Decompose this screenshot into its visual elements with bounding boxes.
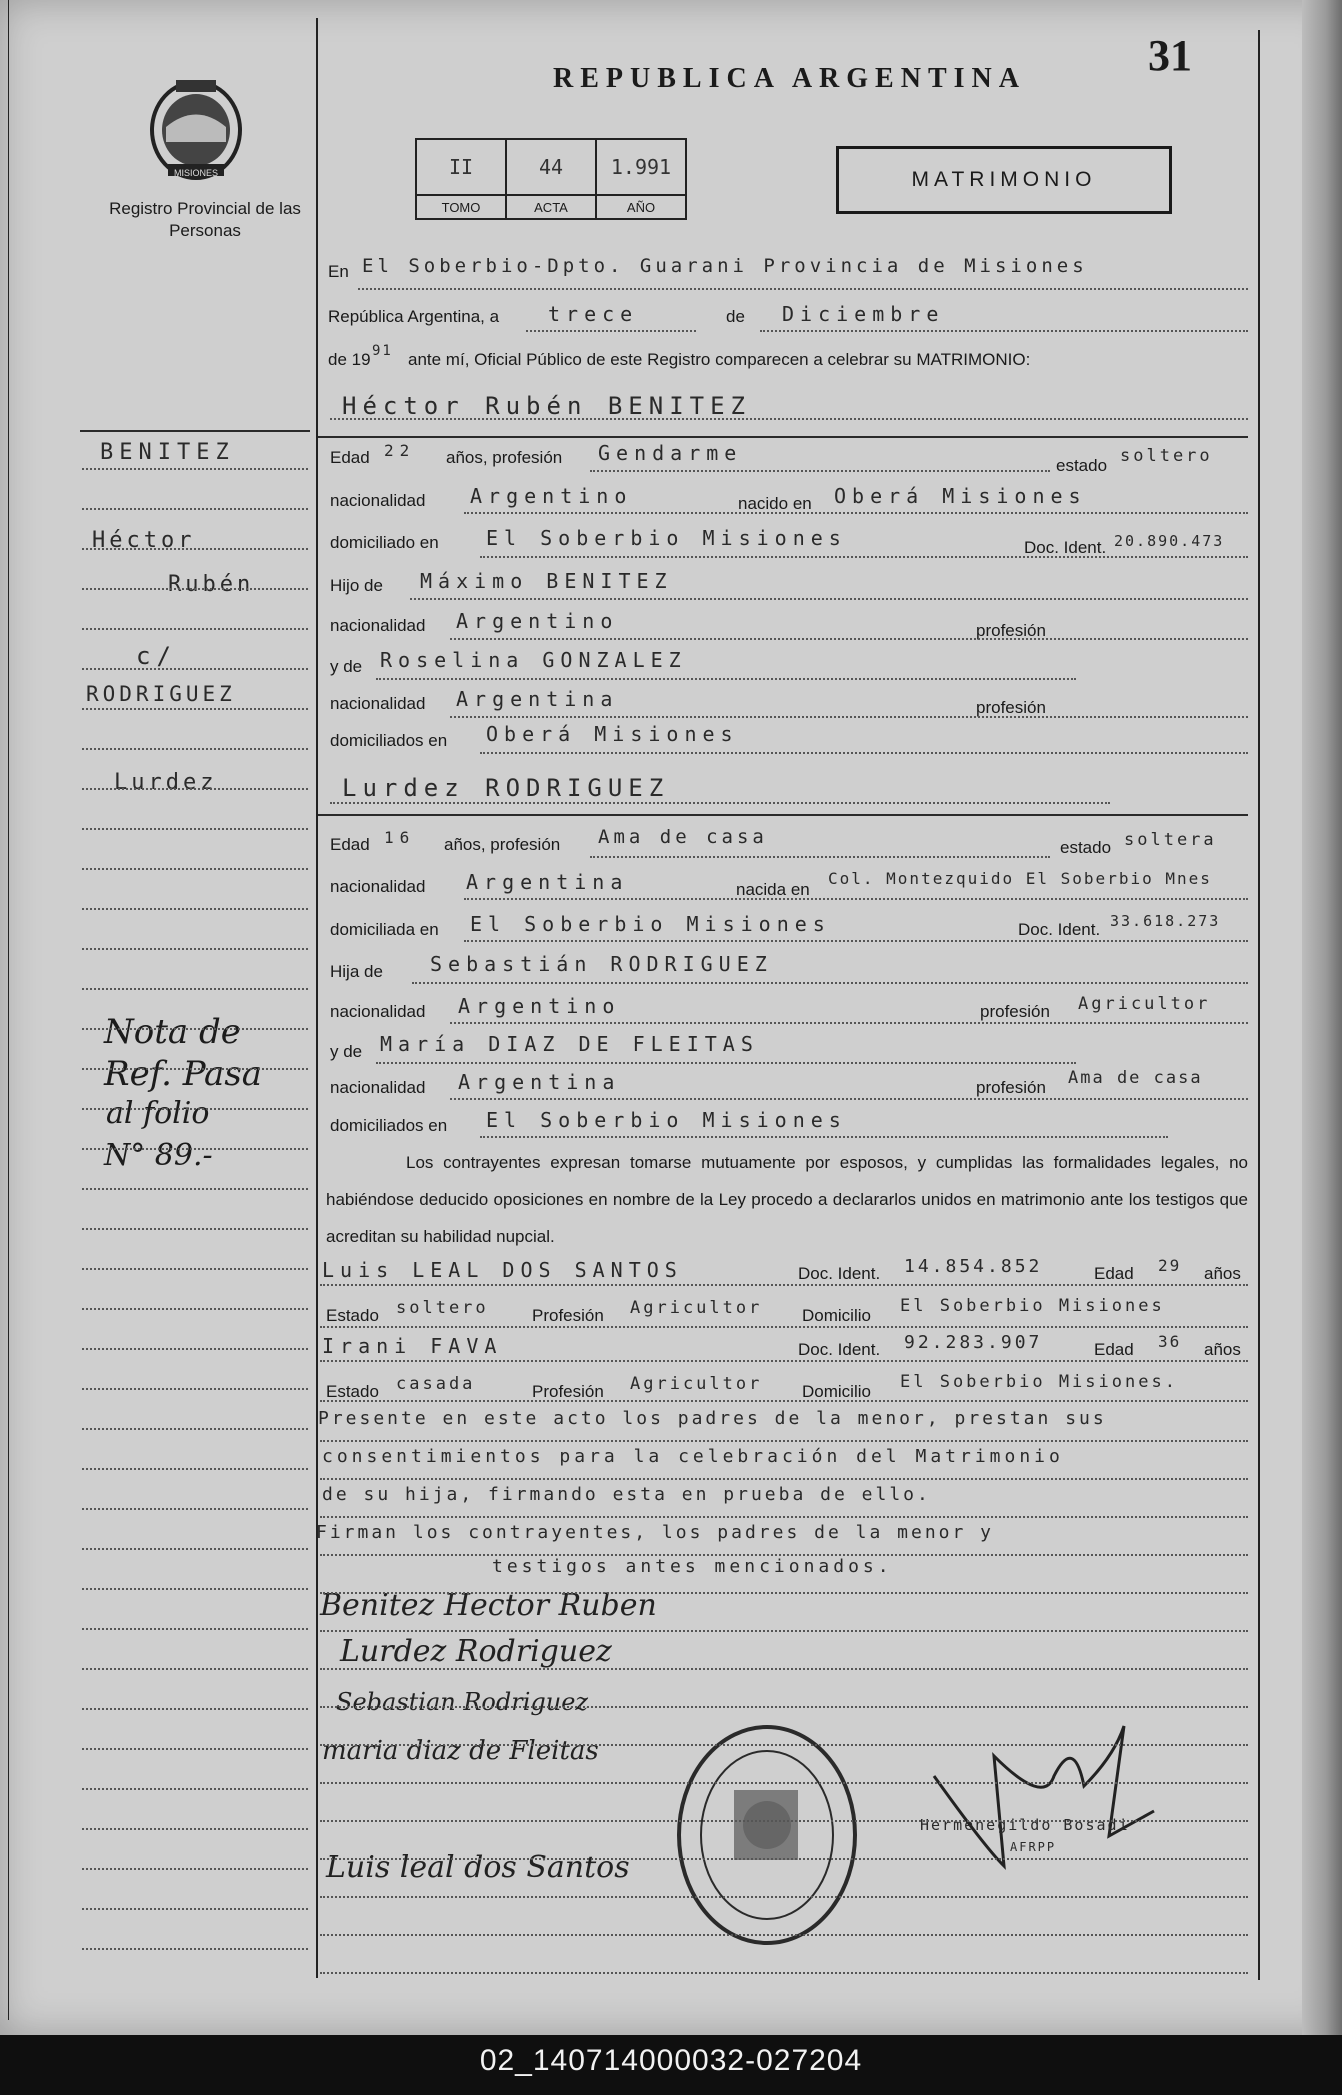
folio-number: 31 <box>1148 31 1192 80</box>
margin-note-3: al folio <box>106 1096 210 1131</box>
margin-dotline <box>82 1428 308 1430</box>
margin-dotline <box>82 828 308 830</box>
margin-first-name: Héctor <box>92 528 196 553</box>
doc-ident-label: Doc. Ident. <box>1024 538 1107 557</box>
domiciliado-en-label: domiciliado en <box>330 533 439 552</box>
bride-padres-dom: El Soberbio Misiones <box>486 1108 847 1132</box>
witness1-edad: 29 <box>1158 1256 1182 1275</box>
anios-profesion-label-b: años, profesión <box>444 835 561 854</box>
witness2-doc-label: Doc. Ident. <box>798 1340 881 1359</box>
signature-groom: Benitez Hector Ruben <box>320 1588 657 1623</box>
republica-label: República Argentina, a <box>328 307 500 326</box>
nacido-en-label: nacido en <box>738 494 812 513</box>
margin-dotline <box>82 1068 308 1070</box>
dotline <box>320 1360 1248 1362</box>
bride-full-name: Lurdez RODRIGUEZ <box>342 774 670 802</box>
margin-dotline <box>82 548 308 550</box>
margin-dotline <box>82 1588 308 1590</box>
witness1-estado: soltero <box>396 1298 489 1318</box>
de-label: de <box>726 307 745 326</box>
margin-dotline <box>82 1388 308 1390</box>
edad-label-b: Edad <box>330 835 370 854</box>
acta-value: 44 <box>506 139 596 195</box>
bride-nacida-en: Col. Montezquido El Soberbio Mnes <box>828 869 1212 888</box>
witness1-profesion-label: Profesión <box>532 1306 604 1325</box>
tomo-label: TOMO <box>416 195 506 219</box>
groom-madre: Roselina GONZALEZ <box>380 648 687 672</box>
note-line-4: Firman los contrayentes, los padres de la menor y <box>316 1522 995 1543</box>
year-suffix: 91 <box>372 343 393 359</box>
witness1-profesion: Agricultor <box>630 1298 763 1318</box>
groom-madre-nac: Argentina <box>456 687 619 711</box>
body-dotline <box>320 1820 1248 1822</box>
groom-padres-dom: Oberá Misiones <box>486 722 739 746</box>
de19-label: de 19 <box>328 350 371 369</box>
body-dotline <box>320 1630 1248 1632</box>
dotline <box>760 330 1248 332</box>
dotline <box>480 752 1248 754</box>
note-line-3: de su hija, firmando esta en prueba de ello. <box>322 1484 931 1505</box>
dotline <box>480 556 1248 558</box>
declaration-text: Los contrayentes expresan tomarse mutuamente por esposos, y cumplidas las formalidades legales, no habiéndose deducido oposiciones en nombre de la Ley procedo a declararlos unidos en matrimonio ante los testigos que acreditan su habilidad nupcial. <box>326 1153 1248 1246</box>
body-dotline <box>320 1592 1248 1594</box>
seal-text: MISIONES <box>173 168 218 178</box>
signature-witness: Luis leal dos Santos <box>326 1850 630 1885</box>
rule <box>318 436 1248 438</box>
tomo-acta-table <box>415 138 687 220</box>
body-dotline <box>320 1478 1248 1480</box>
anios-profesion-label: años, profesión <box>446 448 563 467</box>
witness2-anios-label: años <box>1204 1340 1241 1359</box>
bride-doc: 33.618.273 <box>1110 912 1221 930</box>
bride-padre-nac: Argentino <box>458 994 621 1018</box>
matrimonio-box: MATRIMONIO <box>836 146 1172 214</box>
groom-full-name: Héctor Rubén BENITEZ <box>342 392 751 420</box>
margin-dotline <box>82 1548 308 1550</box>
profesion-label-b: profesión <box>980 1002 1050 1021</box>
witness2-profesion-label: Profesión <box>532 1382 604 1401</box>
note-line-5: testigos antes mencionados. <box>492 1556 893 1577</box>
right-rule <box>1258 30 1260 1980</box>
witness2-estado: casada <box>396 1374 476 1394</box>
note-line-2: consentimientos para la celebración del Matrimonio <box>322 1446 1064 1467</box>
profesion-label-2: profesión <box>976 698 1046 717</box>
margin-dotline <box>82 948 308 950</box>
body-dotline <box>320 1706 1248 1708</box>
margin-dotline <box>82 1228 308 1230</box>
margin-dotline <box>82 1148 308 1150</box>
witness1-edad-label: Edad <box>1094 1264 1134 1283</box>
dotline <box>526 330 696 332</box>
groom-padre: Máximo BENITEZ <box>420 569 673 593</box>
margin-con: c/ <box>136 642 177 670</box>
bride-nacionalidad: Argentina <box>466 870 629 894</box>
registry-name: Registro Provincial de las Personas <box>109 199 301 240</box>
witness1-anios-label: años <box>1204 1264 1241 1283</box>
nacionalidad-label-b3: nacionalidad <box>330 1078 426 1097</box>
margin-dotline <box>82 468 308 470</box>
witness2-estado-label: Estado <box>326 1382 379 1401</box>
groom-profesion: Gendarme <box>598 441 743 465</box>
witness1-estado-label: Estado <box>326 1306 379 1325</box>
dotline <box>410 598 1248 600</box>
witness1-doc-label: Doc. Ident. <box>798 1264 881 1283</box>
groom-domicilio: El Soberbio Misiones <box>486 526 847 550</box>
rule <box>80 430 310 432</box>
witness1-domicilio: El Soberbio Misiones <box>900 1296 1165 1316</box>
domiciliada-en-label: domiciliada en <box>330 920 439 939</box>
margin-note-1: Nota de <box>104 1012 241 1052</box>
dotline <box>590 856 1050 858</box>
witness1-name: Luis LEAL DOS SANTOS <box>322 1258 683 1282</box>
witness1-domicilio-label: Domicilio <box>802 1306 871 1325</box>
nacionalidad-label: nacionalidad <box>330 491 426 510</box>
note-line-1: Presente en este acto los padres de la menor, prestan sus <box>318 1408 1107 1429</box>
profesion-label-b2: profesión <box>976 1078 1046 1097</box>
dotline <box>330 418 1248 420</box>
margin-note-2: Ref. Pasa <box>104 1054 263 1094</box>
month-value: Diciembre <box>782 302 945 326</box>
dotline <box>376 678 1076 680</box>
margin-dotline <box>82 788 308 790</box>
dotline <box>590 470 1050 472</box>
nacionalidad-label-2: nacionalidad <box>330 616 426 635</box>
anio-label: AÑO <box>596 195 686 219</box>
bride-madre: María DIAZ DE FLEITAS <box>380 1032 759 1056</box>
margin-dotline <box>82 1628 308 1630</box>
body-dotline <box>320 1744 1248 1746</box>
bride-madre-prof: Ama de casa <box>1068 1068 1203 1088</box>
margin-bride-first: Lurdez <box>114 770 218 795</box>
rule <box>318 814 1248 816</box>
margin-dotline <box>82 628 308 630</box>
anio-value: 1.991 <box>596 139 686 195</box>
margin-bride-surname: RODRIGUEZ <box>86 682 236 706</box>
hija-de-label: Hija de <box>330 962 383 981</box>
groom-nacido-en: Oberá Misiones <box>834 484 1087 508</box>
bride-estado: soltera <box>1124 830 1217 850</box>
body-dotline <box>320 1896 1248 1898</box>
body-dotline <box>320 1516 1248 1518</box>
margin-dotline <box>82 588 308 590</box>
margin-dotline <box>82 988 308 990</box>
dotline <box>330 802 1110 804</box>
witness2-profesion: Agricultor <box>630 1374 763 1394</box>
dotline <box>320 1284 1248 1286</box>
witness2-domicilio-label: Domicilio <box>802 1382 871 1401</box>
dotline <box>358 288 1248 290</box>
groom-nacionalidad: Argentino <box>470 484 633 508</box>
ante-label: ante mí, Oficial Público de este Registro comparecen a celebrar su MATRIMONIO: <box>408 350 1031 369</box>
nacionalidad-label-b: nacionalidad <box>330 877 426 896</box>
margin-dotline <box>82 1908 308 1910</box>
dotline <box>320 1326 1248 1328</box>
far-left-rule <box>8 0 9 2020</box>
margin-second-name: Rubén <box>168 572 255 597</box>
dotline <box>450 1098 1248 1100</box>
provincial-seal <box>146 72 246 182</box>
margin-dotline <box>82 868 308 870</box>
body-dotline <box>320 1440 1248 1442</box>
groom-padre-nac: Argentino <box>456 609 619 633</box>
official-title: AFRPP <box>1010 1840 1057 1854</box>
country-title: REPUBLICA ARGENTINA <box>553 63 1026 94</box>
margin-dotline <box>82 1308 308 1310</box>
bride-padre: Sebastián RODRIGUEZ <box>430 952 773 976</box>
y-de-label: y de <box>330 657 363 676</box>
binding-edge <box>1302 0 1342 2035</box>
groom-doc: 20.890.473 <box>1114 532 1225 550</box>
margin-dotline <box>82 908 308 910</box>
margin-dotline <box>82 1188 308 1190</box>
nacida-en-label: nacida en <box>736 880 810 899</box>
dotline <box>464 512 1248 514</box>
margin-dotline <box>82 1508 308 1510</box>
witness2-domicilio: El Soberbio Misiones. <box>900 1372 1178 1392</box>
dotline <box>320 1400 1248 1402</box>
margin-surname: BENITEZ <box>100 440 235 465</box>
margin-note-4: N° 89.- <box>104 1138 213 1173</box>
edad-label: Edad <box>330 448 370 467</box>
margin-dotline <box>82 1468 308 1470</box>
dotline <box>464 898 1248 900</box>
margin-dotline <box>82 1108 308 1110</box>
body-dotline <box>320 1934 1248 1936</box>
dotline <box>450 638 1248 640</box>
dotline <box>450 1022 1248 1024</box>
bride-profesion: Ama de casa <box>598 826 768 848</box>
margin-dotline <box>82 1028 308 1030</box>
signature-bride-mother: maria diaz de Fleitas <box>322 1736 599 1766</box>
tomo-value: II <box>416 139 506 195</box>
margin-dotline <box>82 1828 308 1830</box>
margin-dotline <box>82 1788 308 1790</box>
en-label: En <box>328 262 349 281</box>
dotline <box>450 716 1248 718</box>
witness2-doc: 92.283.907 <box>904 1332 1043 1353</box>
hijo-de-label: Hijo de <box>330 576 383 595</box>
acta-label: ACTA <box>506 195 596 219</box>
margin-dotline <box>82 748 308 750</box>
nacionalidad-label-3: nacionalidad <box>330 694 426 713</box>
groom-edad: 22 <box>384 441 416 460</box>
bride-madre-nac: Argentina <box>458 1070 621 1094</box>
doc-ident-label-b: Doc. Ident. <box>1018 920 1101 939</box>
body-dotline <box>320 1554 1248 1556</box>
signature-bride-father: Sebastian Rodriguez <box>336 1688 589 1716</box>
registry-stamp <box>672 1720 862 1950</box>
margin-dotline <box>82 1268 308 1270</box>
y-de-label-b: y de <box>330 1042 363 1061</box>
witness2-edad-label: Edad <box>1094 1340 1134 1359</box>
body-dotline <box>320 1782 1248 1784</box>
domiciliados-en-label: domiciliados en <box>330 731 448 750</box>
bride-domicilio: El Soberbio Misiones <box>470 912 831 936</box>
margin-dotline <box>82 1748 308 1750</box>
body-dotline <box>320 1668 1248 1670</box>
official-name: Hermenegildo Bosadi <box>920 1816 1130 1834</box>
witness2-name: Irani FAVA <box>322 1334 503 1358</box>
day-value: trece <box>548 302 639 326</box>
margin-dotline <box>82 1348 308 1350</box>
margin-dotline <box>82 1668 308 1670</box>
dotline <box>412 982 1248 984</box>
dotline <box>480 1136 1168 1138</box>
witness1-doc: 14.854.852 <box>904 1256 1043 1277</box>
margin-dotline <box>82 508 308 510</box>
bride-padre-prof: Agricultor <box>1078 994 1211 1014</box>
margin-dotline <box>82 1948 308 1950</box>
margin-dotline <box>82 1708 308 1710</box>
signature-bride: Lurdez Rodriguez <box>340 1634 612 1669</box>
groom-estado: soltero <box>1120 446 1213 466</box>
dotline <box>464 940 1248 942</box>
body-dotline <box>320 1972 1248 1974</box>
domiciliados-en-label-b: domiciliados en <box>330 1116 448 1135</box>
margin-dotline <box>82 1868 308 1870</box>
estado-label: estado <box>1056 456 1108 475</box>
margin-dotline <box>82 708 308 710</box>
footer-code: 02_140714000032-027204 <box>479 2044 863 2077</box>
dotline <box>376 1062 1076 1064</box>
margin-dotline <box>82 668 308 670</box>
witness2-edad: 36 <box>1158 1332 1182 1351</box>
profesion-label: profesión <box>976 621 1046 640</box>
estado-label-b: estado <box>1060 838 1112 857</box>
nacionalidad-label-b2: nacionalidad <box>330 1002 426 1021</box>
body-dotline <box>320 1858 1248 1860</box>
left-rule <box>316 18 318 1978</box>
bride-edad: 16 <box>384 828 416 847</box>
place-value: El Soberbio-Dpto. Guarani Provincia de Misiones <box>362 255 1088 277</box>
